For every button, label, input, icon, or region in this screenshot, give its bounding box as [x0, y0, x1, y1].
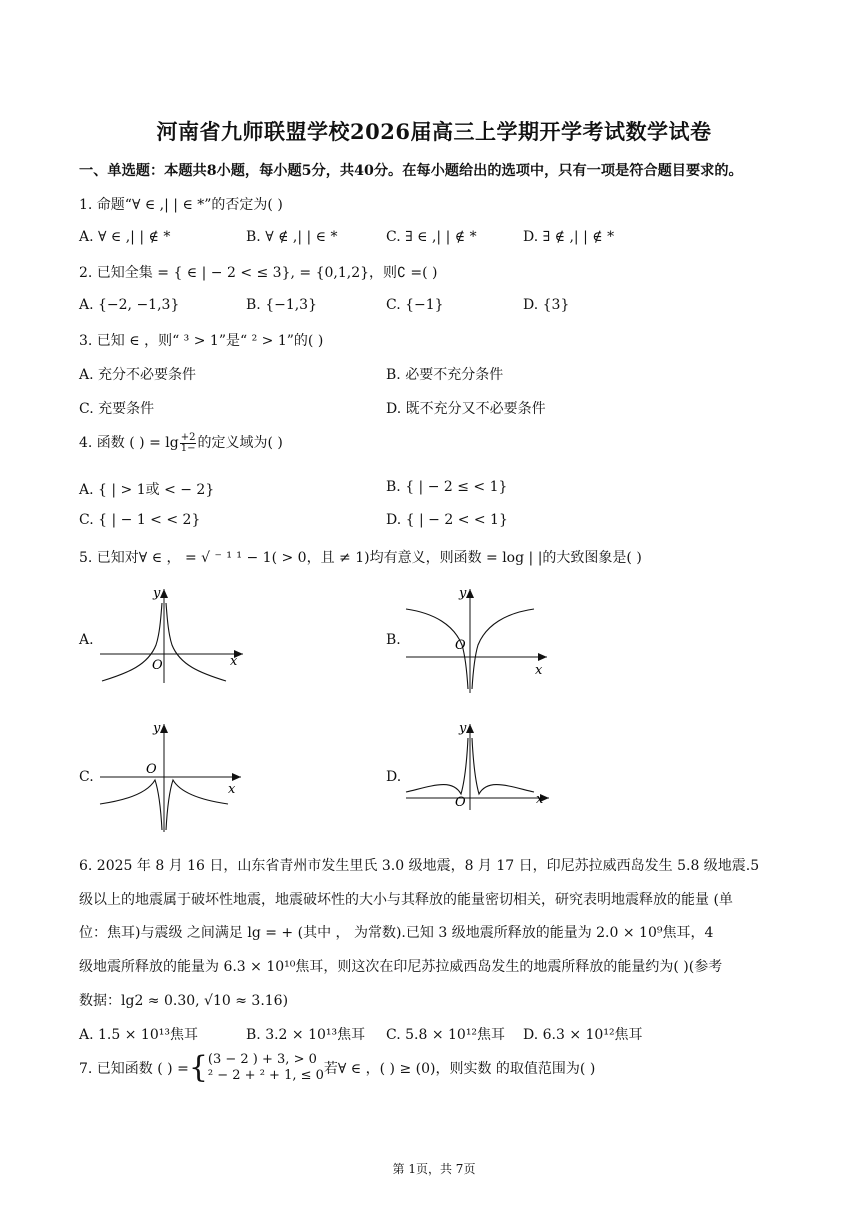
- q4-stem-post: 的定义域为( ): [197, 435, 283, 451]
- q6-option-a: A. 1.5 × 10¹³焦耳: [79, 1027, 198, 1043]
- q5b-origin: O: [455, 638, 466, 653]
- q7-stem: [79, 1052, 595, 1084]
- q5c-x-label: x: [228, 782, 236, 797]
- q2-stem: 2. 已知全集 = { ∈ | − 2 < ≤ 3}, = {0,1,2}，则∁ =( ): [79, 265, 438, 281]
- q7-stem-post: 若∀ ∈ ，( ) ≥ (0)，则实数 的取值范围为( ): [323, 1061, 596, 1077]
- q5d-origin: O: [455, 795, 466, 810]
- q4-option-b: B. { | − 2 ≤ < 1}: [386, 479, 508, 495]
- q5-graph-b: [404, 585, 554, 697]
- q4-option-c: C. { | − 1 < < 2}: [79, 512, 201, 528]
- q3-option-d: D. 既不充分又不必要条件: [386, 401, 546, 417]
- q7-piece-2: ² − 2 + ² + 1, ≤ 0: [207, 1068, 324, 1083]
- q5c-origin: O: [146, 762, 157, 777]
- q1-stem: 1. 命题“∀ ∈ ,| | ∈ *”的否定为( ): [79, 197, 283, 213]
- q3-option-b: B. 必要不充分条件: [386, 367, 504, 383]
- q6-line-2: 级以上的地震属于破坏性地震，地震破坏性的大小与其释放的能量密切相关，研究表明地震释放的能量 (单: [79, 892, 733, 908]
- q4-fraction: [180, 433, 197, 454]
- q5-graph-d: [404, 720, 554, 812]
- q5a-y-label: y: [153, 586, 161, 601]
- q4-option-d: D. { | − 2 < < 1}: [386, 512, 508, 528]
- q1-option-b: B. ∀ ∉ ,| | ∈ *: [246, 229, 338, 245]
- q1-option-a: A. ∀ ∈ ,| | ∉ *: [79, 229, 171, 245]
- q4-option-a: A. { | > 1或 < − 2}: [79, 482, 215, 498]
- q3-option-c: C. 充要条件: [79, 401, 155, 417]
- q2-option-c: C. {−1}: [386, 297, 444, 313]
- q7-piecewise: [208, 1052, 324, 1084]
- q5d-x-label: x: [536, 792, 544, 807]
- q5a-origin: O: [152, 658, 163, 673]
- q1-option-d: D. ∃ ∉ ,| | ∉ *: [523, 229, 615, 245]
- q5d-y-label: y: [459, 721, 467, 736]
- q2-option-a: A. {−2, −1,3}: [79, 297, 180, 313]
- q5-stem: 5. 已知对∀ ∈ ， = √ ⁻ ¹ ¹ − 1( > 0，且 ≠ 1)均有意义，则函数 = log | |的大致图象是( ): [79, 550, 642, 566]
- q5-graph-c: [98, 720, 248, 835]
- q6-line-1: 6. 2025 年 8 月 16 日，山东省青州市发生里氏 3.0 级地震，8 月 17 日，印尼苏拉威西岛发生 5.8 级地震.5: [79, 858, 760, 874]
- q5b-y-label: y: [459, 586, 467, 601]
- q4-fraction-denominator: 1−: [180, 442, 196, 454]
- q6-option-b: B. 3.2 × 10¹³焦耳: [246, 1027, 366, 1043]
- q5-option-c-label: C.: [79, 769, 94, 785]
- q5a-x-label: x: [230, 654, 238, 669]
- q6-line-5: 数据：lg2 ≈ 0.30, √10 ≈ 3.16): [79, 993, 289, 1009]
- q6-option-c: C. 5.8 × 10¹²焦耳: [386, 1027, 506, 1043]
- q1-option-c: C. ∃ ∈ ,| | ∉ *: [386, 229, 477, 245]
- q7-brace: {: [188, 1050, 208, 1085]
- q6-option-d: D. 6.3 × 10¹²焦耳: [523, 1027, 643, 1043]
- q7-piece-1: (3 − 2 ) + 3, > 0: [207, 1052, 317, 1067]
- q3-option-a: A. 充分不必要条件: [79, 367, 197, 383]
- section-heading: 一、单选题：本题共8小题，每小题5分，共40分。在每小题给出的选项中，只有一项是符合题目要求的。: [79, 163, 743, 179]
- q4-fraction-numerator: +2: [180, 431, 196, 443]
- q3-stem: 3. 已知 ∈ ，则“ ³ > 1”是“ ² > 1”的( ): [79, 333, 324, 349]
- q4-stem: [79, 432, 283, 454]
- q2-option-d: D. {3}: [523, 297, 570, 313]
- q5b-x-label: x: [535, 663, 543, 678]
- q5-option-a-label: A.: [79, 632, 94, 648]
- page-footer: 第 1页，共 7页: [392, 1162, 476, 1176]
- q2-option-b: B. {−1,3}: [246, 297, 317, 313]
- q5-option-b-label: B.: [386, 632, 401, 648]
- q5-graph-a: [98, 585, 248, 685]
- q5-option-d-label: D.: [386, 769, 402, 785]
- q6-line-3: 位：焦耳)与震级 之间满足 lg = + (其中 ， 为常数).已知 3 级地震所释放的能量为 2.0 × 10⁹焦耳，4: [79, 925, 714, 941]
- q4-stem-pre: 4. 函数 ( ) = lg: [79, 435, 179, 451]
- q5c-y-label: y: [153, 721, 161, 736]
- page-title: 河南省九师联盟学校2026届高三上学期开学考试数学试卷: [156, 119, 712, 144]
- q7-stem-pre: 7. 已知函数 ( ) =: [79, 1061, 189, 1077]
- q6-line-4: 级地震所释放的能量为 6.3 × 10¹⁰焦耳，则这次在印尼苏拉威西岛发生的地震所释放的能量约为( )(参考: [79, 959, 723, 975]
